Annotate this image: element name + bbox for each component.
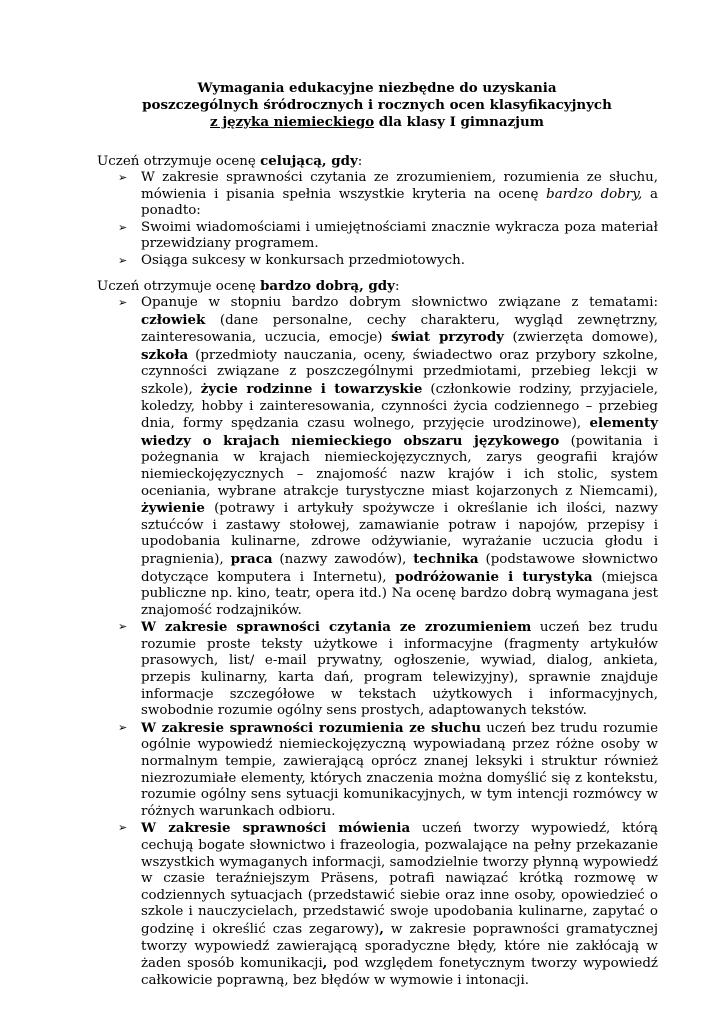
grade-bardzo-dobra: bardzo dobrą, gdy: [260, 278, 395, 294]
list-item: ➢ Osiąga sukcesy w konkursach przedmiotowych.: [118, 252, 465, 268]
list-item-vocabulary: ➢ Opanuje w stopniu bardzo dobrym słownictwo związane z tematami: człowiek (dane personalne, cechy charakteru, wygląd zewnętrzny, zainteresowania, uczucia, emocje) świat przyrody (zwierzęta domowe), szkoła (przedmioty nauczania, oceny, świadectwo oraz przybory szkolne, czynności związane z poszczególnymi przedmiotami, przebieg lekcji w szkole), życie rodzinne i towarzyskie (członkowie rodziny, przyjaciele, koledzy, hobby i zainteresowania, czynności życia codziennego – przebieg dnia, formy spędzania czasu wolnego, przyjęcie urodzinowe), elementy wiedzy o krajach niemieckiego obszaru językowego (powitania i pożegnania w krajach niemieckojęzycznych, zarys geografii krajów niemieckojęzycznych – znajomość nazw krajów i ich stolic, system oceniania, wybrane atrakcje turystyczne miast kojarzonych z Niemcami), żywienie (potrawy i artykuły spożywcze i określanie ich ilości, nazwy sztućców i zastawy stołowej, zamawianie potraw i napojów, przepisy i upodobania kulinarne, zdrowe odżywianie, wyrażanie uczucia głodu i pragnienia), praca (nazwy zawodów), technika (podstawowe słownictwo dotyczące komputera i Internetu), podróżowanie i turystyka (miejsca publiczne np. kino, teatr, opera itd.) Na ocenę bardzo dobrą wymagana jest znajomość rodzajników.: [118, 295, 659, 618]
arrow-bullet-icon: ➢: [118, 821, 128, 835]
arrow-bullet-icon: ➢: [118, 720, 128, 734]
arrow-bullet-icon: ➢: [118, 220, 128, 234]
title-line-1: Wymagania edukacyjne niezbędne do uzyskania: [197, 80, 557, 96]
celujaca-criteria-list: [118, 170, 658, 270]
list-item: ➢ Swoimi wiadomościami i umiejętnościami znacznie wykracza poza materiał przewidziany programem.: [118, 219, 658, 252]
section-heading-bardzo-dobra: Uczeń otrzymuje ocenę bardzo dobrą, gdy:: [97, 278, 400, 294]
title-line-2: poszczególnych śródrocznych i rocznych ocen klasyfikacyjnych: [142, 97, 612, 113]
document-title: [100, 80, 654, 131]
list-item-speaking: ➢ W zakresie sprawności mówienia uczeń tworzy wypowiedź, którą cechują bogate słownictwo i frazeologia, pozwalające na pełny przekazanie wszystkich wymaganych informacji, samodzielnie tworzy płynną wypowiedź w czasie teraźniejszym Präsens, potrafi nawiązać krótką rozmowę w codziennych sytuacjach (przedstawić siebie oraz inne osoby, opowiedzieć o szkole i nauczycielach, przedstawić swoje upodobania kulinarne, zapytać o godzinę i określić czas zegarowy), w zakresie poprawności gramatycznej tworzy wypowiedź zawierającą sporadyczne błędy, które nie zakłócają w żaden sposób komunikacji, pod względem fonetycznym tworzy wypowiedź całkowicie poprawną, bez błędów w wymowie i intonacji.: [118, 820, 659, 988]
list-item-listening: ➢ W zakresie sprawności rozumienia ze słuchu uczeń bez trudu rozumie ogólnie wypowiedź niemieckojęzyczną wypowiadaną przez różne osoby w normalnym tempie, zawierającą oprócz znanej leksyki i struktur również niezrozumiałe elementy, których znaczenia można domyślić się z kontekstu, rozumie ogólny sens sytuacji komunikacyjnych, w tym intencji rozmówcy w różnych warunkach odbioru.: [118, 719, 658, 819]
title-line-3: [100, 114, 654, 131]
list-item-reading: ➢ W zakresie sprawności czytania ze zrozumieniem uczeń bez trudu rozumie proste teksty użytkowe i informacyjne (fragmenty artykułów prasowych, list/ e-mail prywatny, ogłoszenie, wywiad, dialog, ankieta, przepis kulinarny, karta dań, program telewizyjny), sprawnie znajduje informacje szczegółowe w tekstach użytkowych i informacyjnych, swobodnie rozumie ogólny sens prostych, adaptowanych tekstów.: [118, 619, 658, 719]
arrow-bullet-icon: ➢: [118, 253, 128, 267]
section-heading-celujaca: Uczeń otrzymuje ocenę celującą, gdy:: [97, 153, 363, 169]
arrow-bullet-icon: ➢: [118, 296, 128, 309]
arrow-bullet-icon: ➢: [118, 171, 128, 184]
arrow-bullet-icon: ➢: [118, 620, 128, 634]
title-subject: z języka niemieckiego: [210, 114, 375, 130]
title-class: dla klasy I gimnazjum: [374, 114, 544, 130]
list-item: ➢ W zakresie sprawności czytania ze zrozumieniem, rozumienia ze słuchu, mówienia i pisania spełnia wszystkie kryteria na ocenę bardzo dobry, a ponadto:: [118, 170, 658, 219]
bardzo-dobra-criteria-list: [118, 295, 658, 989]
grade-celujaca: celującą, gdy: [260, 153, 358, 169]
